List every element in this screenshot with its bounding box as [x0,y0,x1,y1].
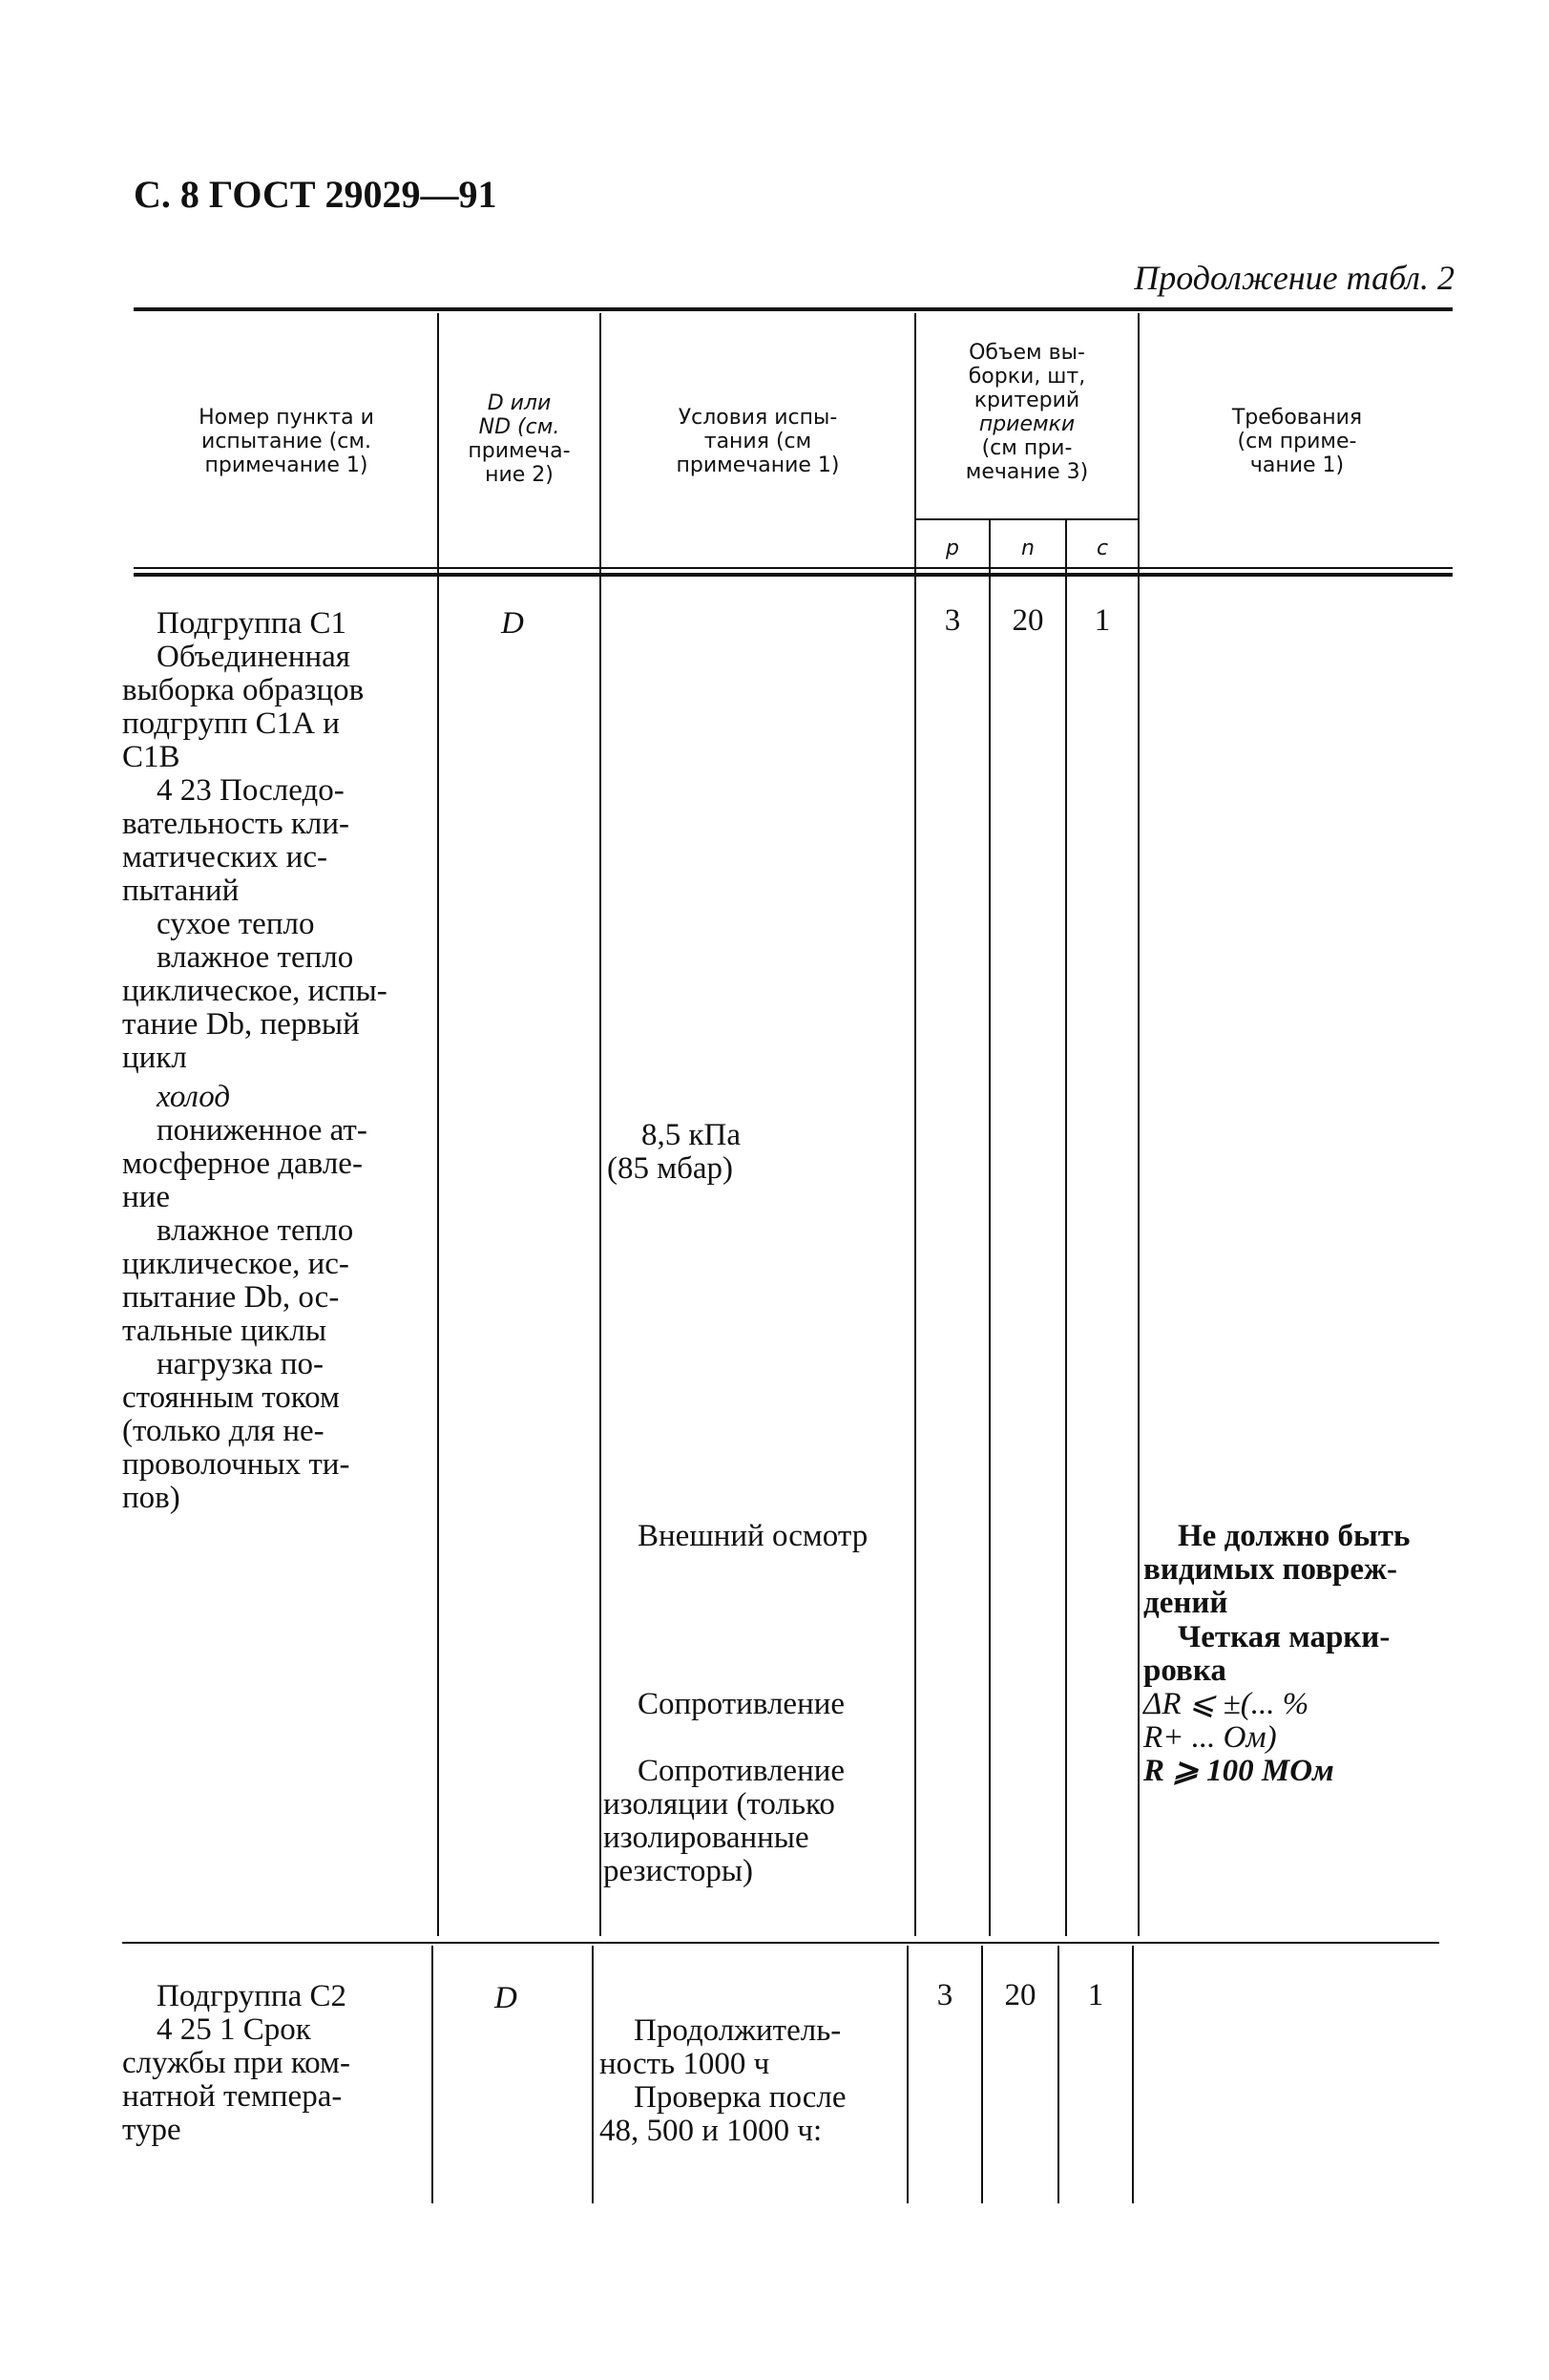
row1-item-text: Подгруппа С1 Объединенная выборка образцов подгрупп С1А и С1В 4 23 Последо- вательность кли- матических ис- пытаний сухое тепло влажное тепло циклическое, испы- тание Db, первый цикл холод пониженное ат- мосферное давле- ние влажное тепло циклическое, ис- пытание Db, ос- тальные циклы нагрузка по- стоянным током (только для не- проволочных ти- пов) [122,606,387,1515]
col-divider-2 [599,313,601,1936]
header-conditions: Условия испы- тания (см примечание 1) [676,406,840,477]
table-continuation-caption: Продолжение табл. 2 [1134,259,1455,297]
row2-item-text: Подгруппа С2 4 25 1 Срок службы при ком- натной темпера- туре [122,1979,350,2147]
header-d-nd: D или ND (см. примеча- ние 2) [468,391,571,487]
col-divider-4 [1138,313,1140,1936]
row1-pressure-condition: 8,5 кПа (85 мбар) [607,1118,742,1186]
row1-insulation-resistance: Сопротивление изоляции (только изолированные резисторы) [603,1754,846,1888]
row1-c-value: 1 [1094,603,1111,638]
header-p: p [946,537,959,560]
row-separator [122,1942,1439,1944]
row1-resistance: Сопротивление [638,1687,846,1721]
row2-c-value: 1 [1087,1978,1104,2012]
table-top-rule [134,307,1453,311]
row1-requirement-no-damage: Не должно быть видимых повреж- дений [1143,1519,1411,1620]
row1-d-nd: D [501,606,524,641]
col-divider-p [989,520,991,1936]
row1-p-value: 3 [944,603,961,638]
row1-requirement-marking: Четкая марки- ровка [1143,1620,1391,1688]
col-divider-2-r2 [592,1946,594,2203]
header-item-number: Номер пункта и испытание (см. примечание 1) [199,406,374,477]
header-c: c [1096,537,1109,560]
header-bottom-rule-2 [134,573,1453,577]
col-divider-1 [437,313,439,1936]
row1-requirement-r-min: R ⩾ 100 МОм [1143,1754,1334,1788]
row2-n-value: 20 [1004,1978,1036,2012]
page-header: С. 8 ГОСТ 29029—91 [134,173,497,216]
col-divider-n [1065,520,1067,1936]
header-requirements: Требования (см приме- чание 1) [1231,406,1363,477]
row1-visual-inspection: Внешний осмотр [638,1519,869,1553]
row1-n-value: 20 [1012,603,1044,638]
row2-p-value: 3 [936,1978,953,2012]
row1-requirement-delta-r: ΔR ⩽ ±(... % R+ ... Ом) [1143,1687,1309,1755]
header-bottom-rule [134,567,1453,569]
col-divider-4-r2 [1132,1946,1134,2203]
row2-conditions: Продолжитель- ность 1000 ч Проверка после 48, 500 и 1000 ч: [599,2013,847,2148]
sample-subheader-rule [914,518,1138,520]
col-divider-1-r2 [431,1946,433,2203]
header-n: n [1021,537,1035,560]
row2-d-nd: D [494,1981,517,2015]
header-sample: Объем вы- борки, шт, критерий приемки (см при- мечание 3) [965,341,1089,484]
